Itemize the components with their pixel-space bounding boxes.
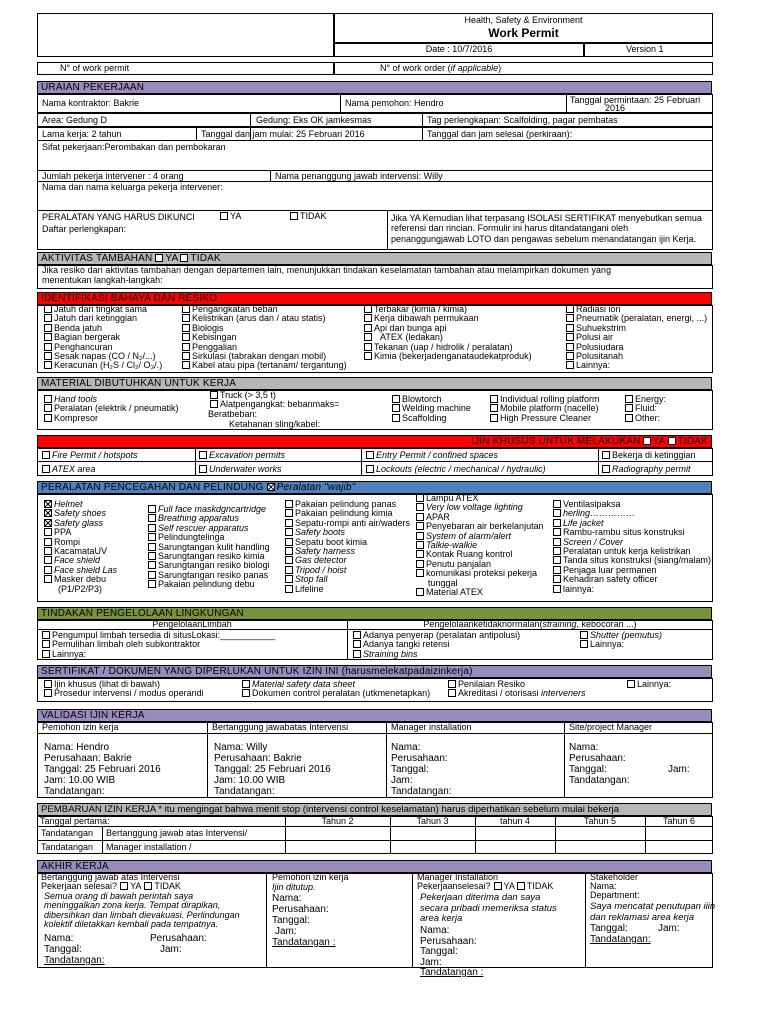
aktivitas-text-1: Jika resiko dari aktivitas tambahan dengan departemen lain, menunjukkan tindakan keselamatan tambahan atau melampirkan dokumen yang xyxy=(42,265,612,275)
gedung-field[interactable]: Gedung: Eks OK jamkesmas xyxy=(256,115,372,125)
ppe-item[interactable]: Kontak Ruang kontrol xyxy=(416,550,544,559)
ppe-item[interactable]: Self rescuer apparatus xyxy=(148,524,270,533)
validasi-col-2 xyxy=(214,743,331,798)
tanggal-pertama-field[interactable]: Tanggal pertama: xyxy=(40,816,110,826)
hazard-item[interactable]: Kimia (bekerjadenganataudekatproduk) xyxy=(364,352,532,361)
akhir-c1-jam[interactable]: Jam: xyxy=(160,944,182,955)
ppe-item[interactable]: Penutu panjalan xyxy=(416,560,544,569)
hazard-item[interactable]: Jatuh dari ketinggian xyxy=(44,314,162,323)
akhir-c3-statement xyxy=(420,893,557,925)
ppe-item[interactable]: Face shield Las xyxy=(44,566,117,575)
ppe-item[interactable]: Screen / Cover xyxy=(553,538,711,547)
ppe-item[interactable]: Safety glass xyxy=(44,519,117,528)
akhir-field[interactable]: Tandatangan : xyxy=(272,937,336,948)
validasi-field[interactable]: Perusahaan: Bakrie xyxy=(44,753,132,764)
validasi-head-2: Bertanggung jawabatas Intervensi xyxy=(212,722,349,732)
ppe-item[interactable]: Material ATEX xyxy=(416,588,544,597)
sertifikat-col-2 xyxy=(242,680,430,699)
ppe-item[interactable]: Penyebaran air berkelanjutan xyxy=(416,522,544,531)
section-uraian-pekerjaan: URAIAN PEKERJAAN xyxy=(37,81,712,94)
akhir-field[interactable]: Nama: xyxy=(420,925,450,936)
section-lingkungan: TINDAKAN PENGELOLAAN LINGKUNGAN xyxy=(37,607,712,620)
aktivitas-text-2: menentukan langkah-langkah: xyxy=(42,275,163,285)
validasi-head-4: Site/project Manager xyxy=(569,722,653,732)
akhir-div-2 xyxy=(412,873,413,968)
akhir-c1-title: Bertanggung jawab atas Intervensi xyxy=(41,872,180,882)
validasi-div-2 xyxy=(386,722,387,798)
ketidaknormalan-list-2 xyxy=(580,631,662,650)
material-col-3 xyxy=(392,395,471,423)
validasi-head-div xyxy=(37,733,713,734)
truck-item[interactable]: Truck (> 3,5 t) xyxy=(210,391,276,401)
material-item[interactable]: Fluid: xyxy=(625,404,666,413)
validasi-col-1 xyxy=(44,743,161,798)
pelindung-title: PERALATAN PENCEGAHAN DAN PELINDUNG xyxy=(41,482,264,493)
ppe-item[interactable]: Pakaian pelindung debu xyxy=(148,580,270,589)
material-col-4 xyxy=(490,395,600,423)
tanggal-permintaan-year: 2016 xyxy=(605,103,626,113)
work-permit-number-label: N° of work permit xyxy=(60,63,130,73)
ppe-item[interactable]: lainnya: xyxy=(553,585,711,594)
validasi-field[interactable]: Jam: 10.00 WIB xyxy=(44,775,116,786)
ppe-item[interactable]: Rompi xyxy=(44,538,117,547)
doc-item[interactable]: Ijin khusus (lihat di bawah) xyxy=(44,680,204,689)
ppe-item[interactable]: Helmet xyxy=(44,500,117,509)
ketidaknormalan-header: Pengelolaanketidaknormalan(straining, kebocoran ...) xyxy=(423,619,637,629)
wajib-label: Peralatan "wajib" xyxy=(276,482,356,493)
kontraktor-field[interactable]: Nama kontraktor: Bakrie xyxy=(42,98,140,108)
section-akhir-kerja: AKHIR KERJA xyxy=(37,860,712,873)
ppe-item[interactable]: APAR xyxy=(416,513,544,522)
hazard-item[interactable]: Penghancuran xyxy=(44,343,162,352)
aktivitas-title: AKTIVITAS TAMBAHAN xyxy=(41,253,153,264)
ppe-item[interactable]: Life jacket xyxy=(553,519,711,528)
material-item[interactable]: High Pressure Cleaner xyxy=(490,414,600,423)
ijin-item[interactable]: Fire Permit / hotspots xyxy=(42,451,138,461)
pelindung-col-2 xyxy=(148,505,270,590)
ppe-item[interactable]: Lifeline xyxy=(285,585,410,594)
akhir-field[interactable]: Perusahaan: xyxy=(420,935,477,947)
material-item[interactable]: Individual rolling platform xyxy=(490,395,600,404)
loto-note-3: penanggungjawab LOTO dan pengawas sebelum menandatangan ijin Kerja. xyxy=(391,234,697,244)
validasi-col-3 xyxy=(391,743,452,798)
header-logo-box xyxy=(37,13,334,57)
material-item[interactable]: Welding machine xyxy=(392,404,471,413)
validasi-head-3: Manager installation xyxy=(391,722,472,732)
doc-item[interactable]: Akreditasi / otorisasi interveners xyxy=(448,689,586,698)
ppe-item[interactable]: Sarungtangan kulit handling xyxy=(148,543,270,552)
dikunci-tidak-checkbox[interactable] xyxy=(290,212,298,220)
ppe-item[interactable]: System of alarm/alert xyxy=(416,532,544,541)
doc-item[interactable]: Penilaian Resiko xyxy=(448,680,586,689)
ppe-item[interactable]: Pakaian pelindung kimia xyxy=(285,509,410,518)
ppe-item[interactable]: Sepatu-rompi anti air/waders xyxy=(285,519,410,528)
tanggal-permintaan-field[interactable]: Tanggal permintaan: 25 Februari xyxy=(570,95,701,105)
dikunci-ya-checkbox[interactable] xyxy=(220,212,228,220)
page-title: Work Permit xyxy=(488,26,559,40)
akhir-c2-title: Pemohon izin kerja xyxy=(272,872,349,882)
tahun-3: Tahun 3 xyxy=(416,816,449,826)
statement-line: area kerja xyxy=(420,913,463,924)
jumlah-pekerja-field[interactable]: Jumlah pekerja intervener : 4 orang xyxy=(42,171,184,181)
validasi-field[interactable]: Nama: xyxy=(569,742,599,753)
nama-keluarga-field[interactable]: Nama dan nama keluarga pekerja intervener: xyxy=(42,182,223,192)
akhir-c1-ya-checkbox[interactable] xyxy=(120,882,128,890)
doc-item[interactable]: Prosedur intervensi / modus operandi xyxy=(44,689,204,698)
aktivitas-ya-checkbox[interactable] xyxy=(155,254,163,262)
ijin-khusus-ya-checkbox[interactable] xyxy=(643,437,651,445)
hazard-item[interactable]: Biologis xyxy=(182,324,347,333)
section-validasi: VALIDASI IJIN KERJA xyxy=(37,709,712,722)
hazard-item[interactable]: Jatuh dari tingkat sama xyxy=(44,305,162,314)
hazard-item[interactable]: Api dan bunga api xyxy=(364,324,532,333)
akhir-c4-nama[interactable]: Nama: xyxy=(590,881,617,891)
validasi-field[interactable]: Tandatangan: xyxy=(44,786,105,797)
validasi-field[interactable]: Jam: xyxy=(391,775,413,786)
aktivitas-tidak-label: TIDAK xyxy=(190,253,221,264)
wajib-checkbox[interactable] xyxy=(267,483,275,491)
penanggung-jawab-field[interactable]: Nama penanggung jawab intervensi: Willy xyxy=(275,171,443,181)
work-order-number-label: N° of work order (if applicable) xyxy=(380,63,502,73)
uraian-div-6 xyxy=(270,170,271,182)
akhir-c4-title: Stakeholder xyxy=(590,872,639,882)
ppe-item[interactable]: PPA xyxy=(44,528,117,537)
material-item[interactable]: Energy: xyxy=(625,395,666,404)
statement-line: kolektif diletakkan kembali pada tempatnya. xyxy=(44,919,219,930)
hazard-item[interactable]: Kelistrikan (arus dan / atau statis) xyxy=(182,314,347,323)
material-item[interactable]: Blowtorch xyxy=(392,395,471,404)
akhir-c1-tidak-checkbox[interactable] xyxy=(144,882,152,890)
hazard-item[interactable]: Kerja dibawah permukaan xyxy=(364,314,532,323)
pelindung-col-4 xyxy=(416,494,544,597)
sifat-pekerjaan-field[interactable]: Sifat pekerjaan:Perombakan dan pembokaran xyxy=(42,142,226,152)
validasi-div-3 xyxy=(564,722,565,798)
ppe-item[interactable]: Gas detector xyxy=(285,556,410,565)
ppe-item[interactable]: herling…………… xyxy=(553,509,711,518)
uraian-row-3 xyxy=(37,127,713,141)
tanggal-selesai-field[interactable]: Tanggal dan jam selesai (perkiraan): xyxy=(427,129,573,139)
hazard-item[interactable]: Pneumatik (peralatan, energi, ...) xyxy=(566,314,707,323)
ijin-item[interactable]: Entry Permit / confined spaces xyxy=(366,451,498,461)
pembaruan-col-div-0 xyxy=(102,826,103,854)
akhir-c1-statement xyxy=(44,892,240,930)
bahaya-col-3 xyxy=(364,305,532,361)
tahun-2: Tahun 2 xyxy=(321,816,354,826)
ijin-khusus-tidak-label: TIDAK xyxy=(677,436,708,447)
doc-item-lainnya[interactable]: Lainnya: xyxy=(627,680,671,690)
hazard-item[interactable]: Tekanan (uap / hidrolik / peralatan) xyxy=(364,343,532,352)
tandatangan-label-2: Tandatangan xyxy=(41,842,94,852)
ketidaknormalan-list xyxy=(353,631,520,659)
ijin-khusus-ya-label: YA xyxy=(652,436,666,447)
aktivitas-ya-label: YA xyxy=(165,253,179,264)
doc-item[interactable]: Material safety data sheet xyxy=(242,680,430,689)
hazard-item[interactable]: Kebisingan xyxy=(182,333,347,342)
ppe-item[interactable]: Penjaga luar permanen xyxy=(553,566,711,575)
env-item[interactable]: Adanya tangki retensi xyxy=(353,640,520,649)
bahaya-col-1 xyxy=(44,305,162,371)
akhir-c2-ijin-ditutup: Ijin ditutup. xyxy=(272,882,316,892)
validasi-field[interactable]: Tanggal: xyxy=(391,764,429,775)
statement-line: dibersihkan dan limbah dievakuasi. Perlindungan xyxy=(44,909,240,920)
section-material: MATERIAL DIBUTUHKAN UNTUK KERJA xyxy=(37,377,712,390)
material-item[interactable]: Scaffolding xyxy=(392,414,471,423)
ppe-item[interactable]: KacamataUV xyxy=(44,547,117,556)
akhir-field[interactable]: Perusahaan: xyxy=(272,904,329,915)
uraian-div-1 xyxy=(340,94,341,113)
hazard-item[interactable]: Terbakar (kimia / kimia) xyxy=(364,305,532,314)
ijin-khusus-tidak-checkbox[interactable] xyxy=(668,437,676,445)
akhir-c4-tandatangan[interactable]: Tandatangan: xyxy=(590,934,651,945)
akhir-c3-fields xyxy=(420,926,483,979)
validasi-col4-jam[interactable]: Jam: xyxy=(668,764,690,775)
loto-note-1: Jika YA Kemudian lihat terpasang ISOLASI SERTIFIKAT menyebutkan semua xyxy=(391,213,702,223)
akhir-div-3 xyxy=(585,873,586,968)
area-field[interactable]: Area: Gedung D xyxy=(42,115,108,125)
env-item[interactable]: Lainnya: xyxy=(42,650,275,659)
akhir-c3-tidak-checkbox[interactable] xyxy=(517,882,525,890)
akhir-c4-jam[interactable]: Jam: xyxy=(658,923,680,934)
env-item[interactable]: Shutter (pemutus) xyxy=(580,631,662,640)
statement-line: meninggalkan zona kerja. Tempat dirapikan, xyxy=(44,900,221,911)
validasi-field[interactable]: Tanggal: 25 Februari 2016 xyxy=(214,764,331,775)
akhir-field[interactable]: Jam: xyxy=(420,956,442,968)
material-item[interactable]: Other: xyxy=(625,414,666,423)
hazard-item[interactable]: Benda jatuh xyxy=(44,324,162,333)
akhir-c3-selesai: Pekerjaanselesai? YA TIDAK xyxy=(417,881,554,891)
statement-line: Semua orang di bawah perintah saya xyxy=(44,891,194,901)
env-item[interactable]: Pengumpul limbah tersedia di situsLokasi:___________ xyxy=(42,631,275,640)
akhir-c2-fields xyxy=(272,894,335,949)
ketahanan-sling-field[interactable]: Ketahanan sling/kabel: xyxy=(229,419,321,429)
hazard-item[interactable]: Radiasi ion xyxy=(566,305,707,314)
ijin-item[interactable]: ATEX area xyxy=(42,465,95,475)
dikunci-ya-label: YA xyxy=(230,211,242,221)
tandatangan-label-1: Tandatangan xyxy=(41,828,94,838)
hazard-item[interactable]: Lainnya: xyxy=(566,361,707,370)
bertanggung-jawab-sign[interactable]: Bertanggung jawab atas Intervensi/ xyxy=(106,828,248,838)
ijin-item[interactable]: Radiography permit xyxy=(602,465,691,475)
akhir-div-1 xyxy=(266,873,267,968)
statement-line: Saya mencatat penutupan iiin xyxy=(590,901,716,912)
ppe-item[interactable]: Sarungtangan resiko kimia xyxy=(148,552,270,561)
statement-line: dan reklamasi area kerja xyxy=(590,911,695,923)
pelindung-col-1 xyxy=(44,500,117,594)
hazard-item[interactable]: Bagian bergerak xyxy=(44,333,162,342)
hazard-item[interactable]: Suhuekstrim xyxy=(566,324,707,333)
akhir-c3-ya-checkbox[interactable] xyxy=(494,882,502,890)
validasi-field[interactable]: Perusahaan: xyxy=(569,753,626,764)
akhir-field[interactable]: Tandatangan : xyxy=(420,967,484,978)
validasi-div-1 xyxy=(207,722,208,798)
manager-installation-sign[interactable]: Manager installation / xyxy=(106,842,192,852)
dikunci-ya-option[interactable] xyxy=(220,212,241,222)
material-col-5 xyxy=(625,395,666,423)
ppe-item[interactable]: Peralatan untuk kerja kelistrikan xyxy=(553,547,711,556)
ijin-item[interactable]: Underwater works xyxy=(199,465,282,475)
section-identifikasi-bahaya: IDENTIFIKASI BAHAYA DAN RESIKO xyxy=(37,292,712,305)
alat-pengangkat-item[interactable]: Alatpengangkat: bebanmaks= xyxy=(210,400,339,410)
ppe-item[interactable]: Tanda situs konstruksi (siang/malam) xyxy=(553,556,711,565)
akhir-c1-perusahaan[interactable]: Perusahaan: xyxy=(150,933,207,944)
hazard-item[interactable]: Polusitanah xyxy=(566,352,707,361)
aktivitas-tidak-checkbox[interactable] xyxy=(180,254,188,262)
ppe-item[interactable]: Pelindungtelinga xyxy=(148,533,270,542)
ijin-col-div-3 xyxy=(598,448,599,476)
hazard-item[interactable]: Polusiudara xyxy=(566,343,707,352)
material-item[interactable]: Kompresor xyxy=(44,414,179,423)
env-item[interactable]: Straining bins xyxy=(353,650,520,659)
dikunci-tidak-label: TIDAK xyxy=(300,211,327,221)
tahun-5: Tahun 5 xyxy=(583,816,617,826)
validasi-field[interactable]: Tandatangan: xyxy=(214,786,275,797)
hazard-item[interactable]: Keracunan (H₂S / Cl₂/ O₃/.) xyxy=(44,361,162,370)
ppe-item[interactable]: Rambu-rambu situs konstruksi xyxy=(553,528,711,537)
ppe-item[interactable]: Masker debu xyxy=(44,575,117,584)
akhir-c1-tanggal[interactable]: Tanggal: xyxy=(44,944,82,955)
tahun-4: tahun 4 xyxy=(499,816,531,826)
ppe-item[interactable]: Pakaian pelindung panas xyxy=(285,500,410,509)
ppe-item[interactable]: Talkie-walkie xyxy=(416,541,544,550)
akhir-c3-title: Manager Installation xyxy=(417,872,499,882)
ppe-item[interactable]: komunikasi proteksi pekerja xyxy=(416,569,544,578)
ppe-item[interactable]: Sarungtangan resiko panas xyxy=(148,571,270,580)
uraian-div-2 xyxy=(566,94,567,113)
section-ijin-khusus xyxy=(37,435,712,448)
hazard-item[interactable]: Sesak napas (CO / N₂/...) xyxy=(44,352,162,361)
ppe-item[interactable]: Safety boots xyxy=(285,528,410,537)
ppe-item[interactable]: Very low voltage lighting xyxy=(416,503,544,512)
akhir-c4-statement xyxy=(590,902,715,923)
pelindung-col-5 xyxy=(553,500,711,594)
bahaya-col-4 xyxy=(566,305,707,371)
dikunci-tidak-option[interactable] xyxy=(290,212,327,222)
material-item[interactable]: Hand tools xyxy=(44,395,179,404)
sertifikat-col-3 xyxy=(448,680,586,699)
limbah-header: PengelolaanLimbah xyxy=(152,619,232,629)
pelindung-col-3 xyxy=(285,500,410,594)
akhir-field[interactable]: Jam: xyxy=(275,926,297,937)
akhir-field[interactable]: Nama: xyxy=(272,893,302,904)
statement-line: secara pribadi memeriksa status xyxy=(420,902,557,914)
validasi-field[interactable]: Tanggal: 25 Februari 2016 xyxy=(44,764,161,775)
ppe-item[interactable]: Breathing apparatus xyxy=(148,514,270,523)
ppe-item-cont: (P1/P2/P3) xyxy=(58,583,103,594)
akhir-c1-selesai: Pekerjaan selesai? YA TIDAK xyxy=(41,881,181,891)
ppe-item-cont: tunggal xyxy=(428,577,458,588)
ppe-item[interactable]: Full face maskdgncartridge xyxy=(148,505,270,514)
ppe-item[interactable]: Lampu ATEX xyxy=(416,494,544,503)
ijin-item[interactable]: Lockouts (electric / mechanical / hydraulic) xyxy=(366,465,546,475)
doc-item[interactable]: Dokumen control peralatan (utkmenetapkan) xyxy=(242,689,430,698)
akhir-c1-nama[interactable]: Nama: xyxy=(44,933,74,944)
lama-kerja-field[interactable]: Lama kerja: 2 tahun xyxy=(42,129,122,139)
akhir-field[interactable]: Tanggal: xyxy=(272,915,310,926)
pemohon-field[interactable]: Nama pemohon: Hendro xyxy=(345,98,444,108)
material-item[interactable]: Mobile platform (nacelle) xyxy=(490,404,600,413)
limbah-list xyxy=(42,631,275,659)
akhir-c4-department[interactable]: Department: xyxy=(590,890,640,900)
validasi-field[interactable]: Nama: Willy xyxy=(214,742,268,753)
pembaruan-row-div-2 xyxy=(37,840,713,841)
ijin-item[interactable]: Bekerja di ketinggian xyxy=(602,451,696,461)
ijin-col-div-1 xyxy=(195,448,196,476)
hazard-item[interactable]: Penggalian xyxy=(182,343,347,352)
sertifikat-col-1 xyxy=(44,680,204,699)
validasi-field[interactable]: Tandatangan: xyxy=(569,775,630,786)
akhir-c1-tandatangan[interactable]: Tandatangan: xyxy=(44,955,105,966)
tahun-6: Tahun 6 xyxy=(662,816,696,826)
ppe-item[interactable]: Face shield xyxy=(44,556,117,565)
ijin-row-div xyxy=(37,461,713,462)
material-item[interactable]: Peralatan (elektrik / pneumatik) xyxy=(44,404,179,413)
validasi-field[interactable]: Nama: Hendro xyxy=(44,742,110,753)
ppe-item[interactable]: Sepatu boot kimia xyxy=(285,538,410,547)
uraian-div-7 xyxy=(387,210,388,250)
tag-perlengkapan-field[interactable]: Tag perlengkapan: Scalfolding, pagar pembatas xyxy=(427,115,618,125)
validasi-field[interactable]: Tandatangan: xyxy=(391,786,452,797)
loto-note-2: referensi dan rincian. Formulir ini harus ditandatangani oleh xyxy=(391,223,629,233)
ppe-item[interactable]: Stop fall xyxy=(285,575,410,584)
validasi-head-1: Pemohon izin kerja xyxy=(42,722,119,732)
akhir-c4-tanggal[interactable]: Tanggal: xyxy=(590,923,628,934)
ppe-item[interactable]: Safety harness xyxy=(285,547,410,556)
peralatan-dikunci-label: PERALATAN YANG HARUS DIKUNCI xyxy=(42,212,195,222)
ijin-item[interactable]: Excavation permits xyxy=(199,451,285,461)
ijin-col-div-2 xyxy=(361,448,362,476)
section-peralatan-pelindung xyxy=(37,481,712,494)
section-pembaruan: PEMBARUAN IZIN KERJA * itu mengingat bahwa menit stop (intervensi control keselamatan) harus diperhatikan sebelum mulai bekerja xyxy=(37,803,712,816)
hazard-item[interactable]: Pengangkatan beban xyxy=(182,305,347,314)
validasi-field[interactable]: Nama: xyxy=(391,742,421,753)
section-aktivitas-tambahan xyxy=(37,252,712,265)
hazard-item[interactable]: Polusi air xyxy=(566,333,707,342)
validasi-field[interactable]: Perusahaan: Bakrie xyxy=(214,753,302,764)
env-item[interactable]: Adanya penyerap (peralatan antipolusi) xyxy=(353,631,520,640)
ppe-item[interactable]: Safety shoes xyxy=(44,509,117,518)
validasi-field[interactable]: Jam: 10.00 WIB xyxy=(214,775,286,786)
berat-beban-field[interactable]: Beratbeban: xyxy=(208,409,258,419)
ppe-item[interactable]: Kehadiran safety officer xyxy=(553,575,711,584)
ppe-item[interactable]: Ventilasipaksa xyxy=(553,500,711,509)
header-version: Version 1 xyxy=(626,44,664,54)
ppe-item[interactable]: Sarungtangan resiko biologi xyxy=(148,561,270,570)
validasi-field[interactable]: Perusahaan: xyxy=(391,753,448,764)
bahaya-col-2 xyxy=(182,305,347,371)
tanggal-mulai-field[interactable]: Tanggal dan jam mulai: 25 Februari 2016 xyxy=(201,129,365,139)
hazard-item[interactable]: ATEX (ledakan) xyxy=(364,333,532,342)
ijin-khusus-title: IJIN KHUSUS UNTUK MELAKUKAN xyxy=(471,436,641,447)
statement-line: Pekerjaan diterima dan saya xyxy=(420,892,541,903)
material-col-1 xyxy=(44,395,179,423)
validasi-col-4 xyxy=(569,743,630,787)
daftar-perlengkapan-field[interactable]: Daftar perlengkapan: xyxy=(42,224,127,234)
env-item[interactable]: Pemulihan limbah oleh subkontraktor xyxy=(42,640,275,649)
header-org: Health, Safety & Environment xyxy=(464,15,583,25)
env-item[interactable]: Lainnya: xyxy=(580,640,662,649)
hazard-item[interactable]: Kabel atau pipa (tertanam/ tergantung) xyxy=(182,361,347,370)
akhir-field[interactable]: Tanggal: xyxy=(420,946,458,957)
hazard-item[interactable]: Sirkulasi (tabrakan dengan mobil) xyxy=(182,352,347,361)
ppe-item[interactable]: Tripod / hoist xyxy=(285,566,410,575)
uraian-row-7 xyxy=(37,210,713,211)
section-sertifikat: SERTIFIKAT / DOKUMEN YANG DIPERLUKAN UNTUK IZIN INI (harusmelekatpadaizinkerja) xyxy=(37,665,712,678)
header-date: Date : 10/7/2016 xyxy=(425,44,493,54)
validasi-field[interactable]: Tanggal: xyxy=(569,764,607,775)
uraian-div-5 xyxy=(196,127,197,141)
